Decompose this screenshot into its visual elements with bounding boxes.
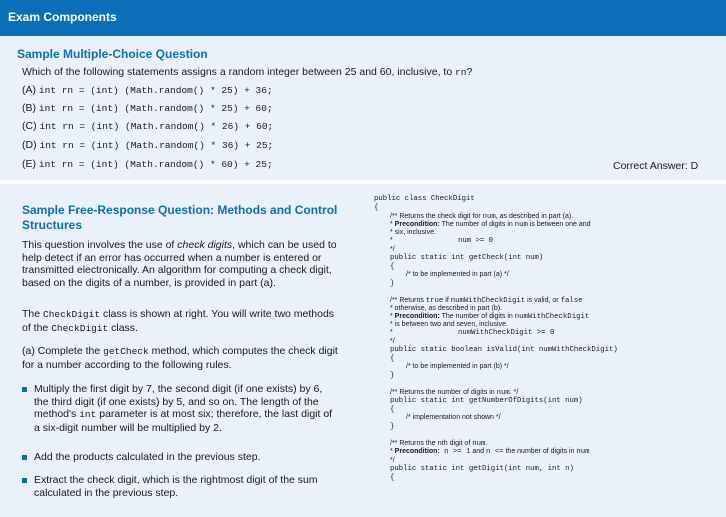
choice-label: (A) [22,84,36,96]
choice-label: (E) [22,158,36,170]
question-mark: ? [466,66,473,78]
comment-code: false [560,297,583,305]
correct-answer: Correct Answer: D [613,160,699,172]
part-a-text: (a) Complete the [22,345,104,357]
bullet-code: int [79,409,97,420]
comment-code: num [496,389,510,397]
comment-text: /** Returns [390,297,426,304]
code-method-signature: public static int getCheck(int num) [390,254,544,262]
class-name: CheckDigit [43,309,101,320]
choice-label: (C) [22,120,37,132]
class-paragraph [22,308,340,335]
comment-text: is valid, or [525,297,561,304]
choice-a[interactable] [22,84,273,96]
comment-text: /** Returns the [390,440,438,447]
comment-text: and [470,448,487,455]
part-a-method: getCheck [103,346,149,357]
code-brace: { [390,355,395,363]
class-text: The [22,308,44,320]
bullet-text-part-2: parameter is at most six; therefore, the last digit of a six-digit number will be multiplied by 2. [34,408,333,434]
comment-code: num [472,440,486,448]
code-body-comment: /* to be implemented in part (b) */ [406,363,509,370]
intro-text: This question involves the use of [22,239,178,251]
comment-code: numWithCheckDigit [514,313,590,321]
multiple-choice-section [0,36,726,180]
header-bar [0,0,726,36]
class-text-3: class. [108,321,138,334]
choice-e[interactable] [22,158,273,170]
code-comment-end: */ [390,338,395,345]
comment-text: /** Returns the check digit for [390,213,483,220]
choice-code: int rn = (int) (Math.random() * 25) + 36; [38,85,273,96]
code-comment: * otherwise, as described in part (b). [390,305,503,312]
code-brace: { [390,263,395,271]
code-comment: * [390,237,393,244]
free-response-section [0,184,726,517]
intro-paragraph [22,239,340,289]
code-comment: * [390,329,393,336]
question-text: Which of the following statements assigns a random integer between 25 and 60, inclusive, to [22,66,456,78]
comment-code: numWithCheckDigit [450,297,526,305]
code-brace: { [390,474,395,482]
bullet-icon [22,478,27,483]
bullet-text-part: Multiply the first digit by 7, the second digit (if one exists) by 6, the third digit (if one exists) by 5, and so on. The length of the method's [34,383,323,420]
mcq-question [22,66,472,78]
code-brace: } [390,280,395,288]
precondition-label: Precondition: [394,313,440,320]
code-body-comment: /* implementation not shown */ [406,414,501,421]
comment-code: num [576,448,590,456]
code-method-signature: public static int getNumberOfDigits(int num) [390,397,583,405]
comment-text: six, inclusive. [394,229,436,236]
bullet-icon [22,455,27,460]
choice-code: int rn = (int) (Math.random() * 36) + 25; [39,140,274,151]
code-condition: num >= 0 [458,237,494,245]
comment-text: , as described in part (a). [495,213,574,220]
comment-code: n [437,440,442,448]
choice-code: int rn = (int) (Math.random() * 25) + 60; [38,103,273,114]
comment-text: . [485,440,488,447]
comment-text: th digit of [441,440,473,447]
comment-code: true [425,297,444,305]
code-comment: * Precondition: The number of digits in num is between one and [390,221,591,229]
comment-text: The number of digits in [439,313,515,320]
choice-d[interactable] [22,139,273,151]
code-body-comment: /* to be implemented in part (a) */ [406,271,509,278]
precondition-label: Precondition: [394,221,440,228]
code-comment: * six, inclusive. [390,229,436,236]
comment-code: num [482,213,496,221]
precondition-label: Precondition: [394,448,440,455]
comment-text: is between two and seven, inclusive. [394,321,508,328]
comment-code: num [514,221,528,229]
comment-text: is between one and [527,221,591,228]
comment-code: n <= [486,448,504,456]
code-comment-end: */ [390,457,395,464]
intro-text-2: , which can be used to help detect if an error has occurred when a number is entered or transmitted electronically. An algorithm for computing a check digit, based on the digits of a number, is provided in part (a). [22,239,337,289]
code-brace: { [374,204,379,212]
part-a-paragraph [22,345,340,371]
question-variable: rn [455,67,467,78]
bullet-icon [22,387,27,392]
code-brace: } [390,423,395,431]
comment-text: if [443,297,451,304]
frq-title: Sample Free-Response Question: Methods and Control Structures [22,203,338,232]
choice-label: (D) [22,139,37,151]
choice-b[interactable] [22,102,273,114]
code-comment: * is between two and seven, inclusive. [390,321,508,328]
bullet-text: Add the products calculated in the previous step. [34,451,261,463]
code-brace: { [390,406,395,414]
comment-text: The number of digits in [439,221,515,228]
code-class-declaration: public class CheckDigit [374,195,475,203]
code-comment: * Precondition: n >= 1 and n <= the number of digits in num [390,448,590,456]
code-comment: * Precondition: The number of digits in numWithCheckDigit [390,313,590,321]
intro-italic: check digits [177,239,233,251]
bullet-text [34,383,334,434]
mcq-title: Sample Multiple-Choice Question [17,47,208,61]
choice-label: (B) [22,102,36,114]
code-condition: numWithCheckDigit >= 0 [458,329,555,337]
header-title: Exam Components [8,10,117,24]
comment-code: n >= 1 [439,448,471,456]
comment-text: . */ [509,389,519,396]
choice-c[interactable] [22,120,273,132]
class-text-2: class is shown at right. You will write two methods of the [22,308,335,334]
code-method-signature: public static int getDigit(int num, int n) [390,465,574,473]
comment-text: the number of digits in [503,448,577,455]
part-a-text-2: method, which computes the check digit for a number according to the following rules. [22,345,338,371]
code-brace: } [390,372,395,380]
choice-code: int rn = (int) (Math.random() * 60) + 25; [38,159,273,170]
class-name-2: CheckDigit [51,322,109,334]
choice-code: int rn = (int) (Math.random() * 26) + 60; [39,121,274,132]
comment-text: /** Returns the number of digits in [390,389,497,396]
comment-text: otherwise, as described in part (b). [394,305,503,312]
bullet-text: Extract the check digit, which is the rightmost digit of the sum calculated in the previous step. [34,474,318,499]
code-method-signature: public static boolean isValid(int numWithCheckDigit) [390,346,618,354]
code-comment-end: */ [390,246,395,253]
